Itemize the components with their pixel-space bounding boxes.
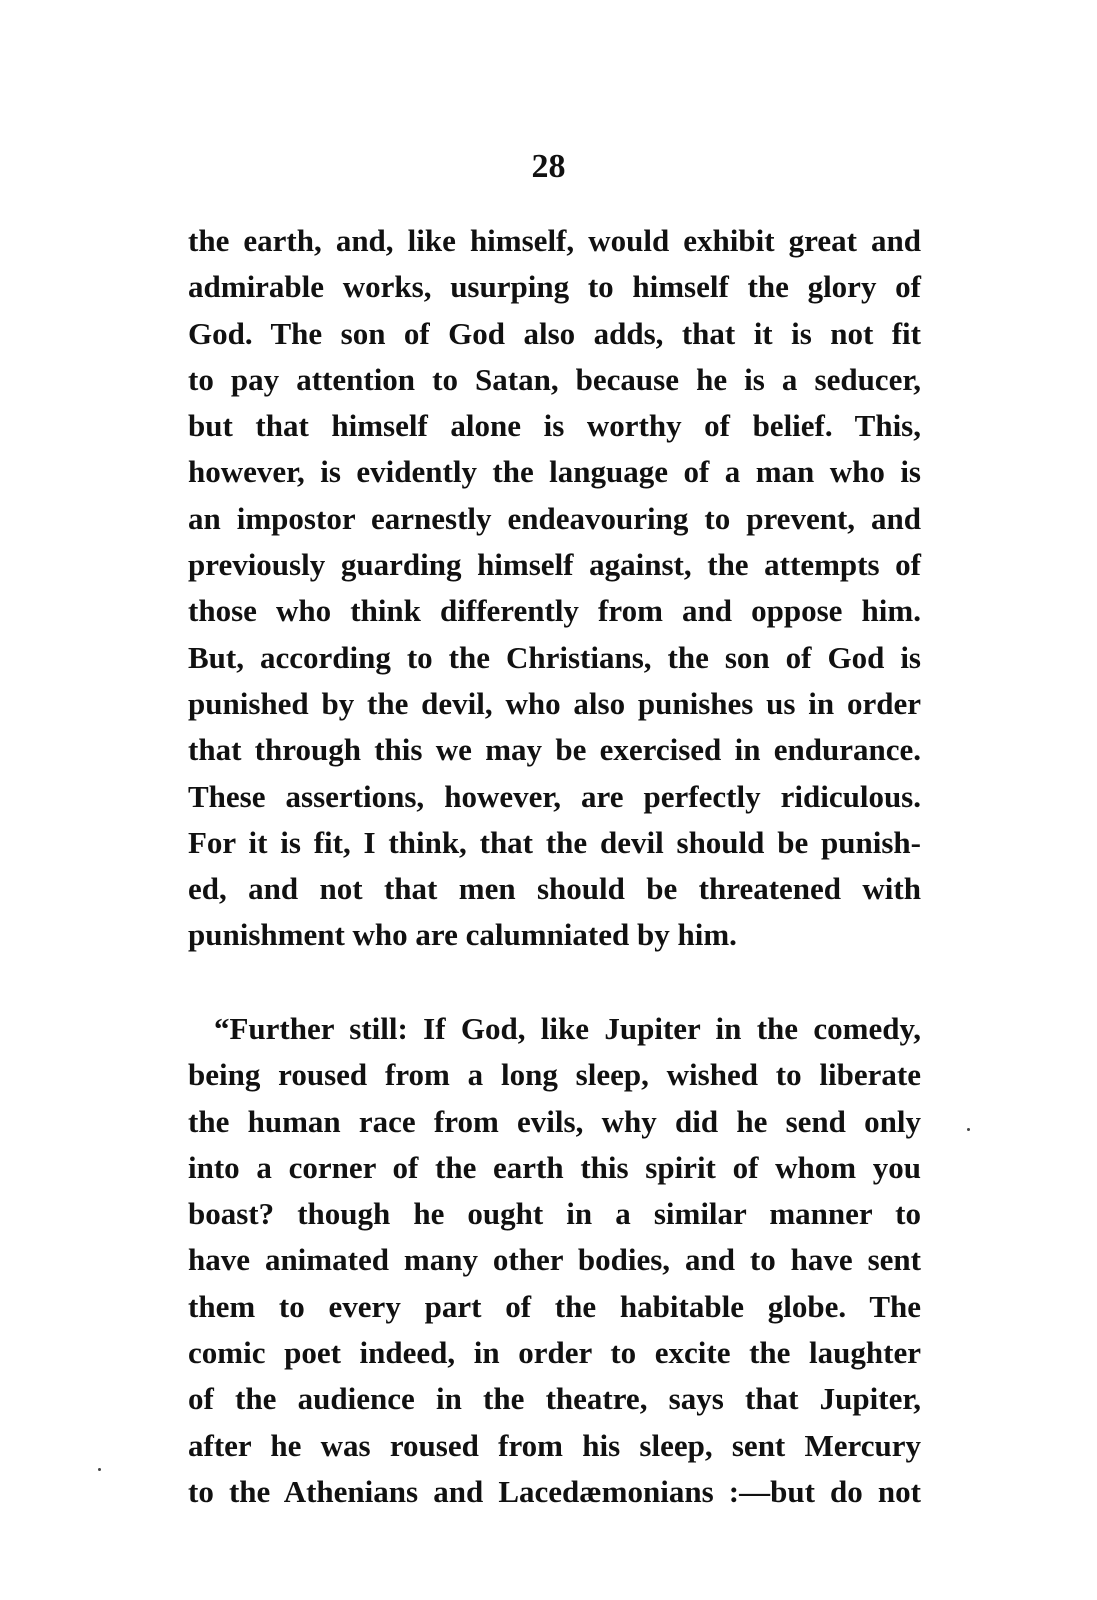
- paragraph-1-line: God. The son of God also adds, that it is not fit: [188, 315, 921, 351]
- ink-speck: [967, 1128, 970, 1131]
- paragraph-1-line: punishment who are calumniated by him.: [188, 917, 737, 953]
- paragraph-1-line: previously guarding himself against, the attempts of: [188, 547, 921, 583]
- paragraph-1-line: that through this we may be exercised in endurance.: [188, 732, 921, 768]
- paragraph-2-line: being roused from a long sleep, wished to liberate: [188, 1057, 921, 1093]
- paragraph-2-line: to the Athenians and Lacedæmonians :—but do not: [188, 1473, 921, 1509]
- paragraph-1-line: These assertions, however, are perfectly ridiculous.: [188, 778, 921, 814]
- ink-speck: [98, 1468, 101, 1471]
- page-number: 28: [531, 148, 566, 185]
- paragraph-1-line: But, according to the Christians, the son of God is: [188, 639, 921, 675]
- paragraph-1-line: but that himself alone is worthy of belief. This,: [188, 408, 921, 444]
- paragraph-1-line: however, is evidently the language of a man who is: [188, 454, 921, 490]
- paragraph-1-line: those who think differently from and oppose him.: [188, 593, 921, 629]
- paragraph-1-line: to pay attention to Satan, because he is a seducer,: [188, 361, 921, 397]
- paragraph-2-line: have animated many other bodies, and to have sent: [188, 1242, 921, 1278]
- paragraph-1-line: admirable works, usurping to himself the glory of: [188, 269, 921, 305]
- paragraph-2-line: boast? though he ought in a similar manner to: [188, 1196, 921, 1232]
- paragraph-1-line: For it is fit, I think, that the devil should be punish-: [188, 824, 921, 860]
- paragraph-2-line: them to every part of the habitable globe. The: [188, 1288, 921, 1324]
- paragraph-2-line: into a corner of the earth this spirit of whom you: [188, 1149, 921, 1185]
- paragraph-2-line: comic poet indeed, in order to excite the laughter: [188, 1335, 921, 1371]
- paragraph-2: [188, 1006, 921, 1515]
- paragraph-2-line: “Further still: If God, like Jupiter in the comedy,: [214, 1011, 921, 1046]
- paragraph-1-line: punished by the devil, who also punishes us in order: [188, 685, 921, 721]
- paragraph-1-line: an impostor earnestly endeavouring to prevent, and: [188, 500, 921, 536]
- paragraph-1-line: ed, and not that men should be threatened with: [188, 871, 921, 907]
- paragraph-2-line: the human race from evils, why did he send only: [188, 1103, 921, 1139]
- paragraph-2-line: of the audience in the theatre, says that Jupiter,: [188, 1381, 921, 1417]
- paragraph-1-line: the earth, and, like himself, would exhibit great and: [188, 223, 921, 258]
- paragraph-1: [188, 218, 921, 959]
- paragraph-2-line: after he was roused from his sleep, sent Mercury: [188, 1427, 921, 1463]
